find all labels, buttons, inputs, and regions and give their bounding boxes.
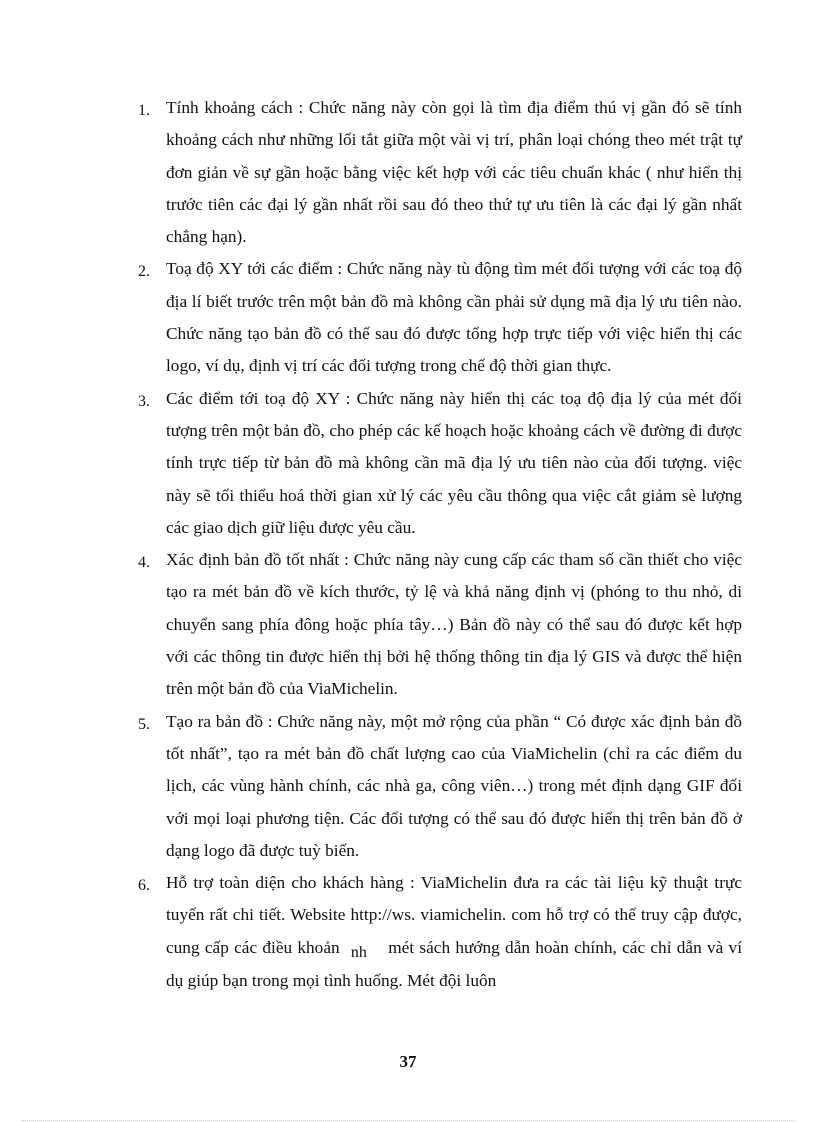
item-number: 6.	[138, 877, 150, 895]
list-item	[138, 253, 742, 382]
inline-fragment: nh	[350, 943, 367, 961]
item-text: Xác định bản đồ tốt nhất : Chức năng này cung cấp các tham số cần thiết cho việc tạo ra mét bản đồ về kích thước, tỷ lệ và khả năng định vị (phóng to thu nhỏ, di chuyển sang phía đông hoặc phía tây…) Bản đồ này có thể sau đó được kết hợp với các thông tin được hiển thị bởi hệ thống thông tin địa lý GIS và được thể hiện trên một bản đồ của ViaMichelin.	[166, 550, 742, 699]
item-number: 4.	[138, 554, 150, 572]
page-number: 37	[399, 1052, 417, 1071]
list-item	[138, 544, 742, 705]
item-text: Các điểm tới toạ độ XY : Chức năng này hiển thị các toạ độ địa lý của mét đối tượng trên một bản đồ, cho phép các kế hoạch hoặc khoảng cách về đường đi được tính trực tiếp từ bản đồ mà không cần mã địa lý ưu tiên nào của đối tượng. việc này sẽ tối thiểu hoá thời gian xử lý các yêu cầu thông qua việc cắt giảm sè lượng các giao dịch giữ liệu được yêu cầu.	[166, 388, 742, 537]
item-text: Tạo ra bản đồ : Chức năng này, một mở rộng của phần “ Có được xác định bản đồ tốt nhất”, tạo ra mét bản đồ chất lượng cao của ViaMichelin (chỉ ra các điểm du lịch, các vùng hành chính, các nhà ga, công viên…) trong mét định dạng GIF đối với mọi loại phương tiện. Các đối tượng có thể sau đó được hiển thị trên bản đồ ở dạng logo đã được tuỳ biến.	[166, 711, 742, 860]
item-text-after: mét sách hướng dẫn hoàn chính, các chỉ dẫn và ví dụ giúp bạn trong mọi tình huống. Mét đội luôn	[166, 937, 742, 991]
item-number: 5.	[138, 715, 150, 733]
list-item	[138, 92, 742, 253]
item-text: Tính khoảng cách : Chức năng này còn gọi là tìm địa điểm thú vị gần đó sẽ tính khoảng cách như những lối tắt giữa một vài vị trí, phân loại chóng theo mét trật tự đơn giản về sự gần hoặc bằng việc kết hợp với các tiêu chuẩn khác ( như hiển thị trước tiên các đại lý gần nhất rồi sau đó theo thứ tự ưu tiên là các đại lý gần nhất chẳng hạn).	[166, 98, 742, 247]
item-number: 1.	[138, 102, 150, 119]
item-number: 2.	[138, 263, 150, 281]
numbered-list	[138, 92, 742, 997]
item-text: Toạ độ XY tới các điểm : Chức năng này tù động tìm mét đối tượng với các toạ độ địa lí biết trước trên một bản đồ mà không cần phải sử dụng mã địa lý ưu tiên nào. Chức năng tạo bản đồ có thể sau đó được tổng hợp trực tiếp với việc hiển thị các logo, ví dụ, định vị trí các đối tượng trong chế độ thời gian thực.	[166, 259, 742, 376]
list-item	[138, 706, 742, 867]
list-item	[138, 383, 742, 544]
item-text-before: Hỗ trợ toàn diện cho khách hàng : ViaMichelin đưa ra các tài liệu kỹ thuật trực tuyến rất chi tiết. Website http://ws. viamichelin. com hỗ trợ có thể truy cập được, cung cấp các điều khoản	[166, 873, 742, 957]
page-bottom-divider	[22, 1120, 794, 1121]
list-item	[138, 867, 742, 997]
item-number: 3.	[138, 392, 150, 410]
